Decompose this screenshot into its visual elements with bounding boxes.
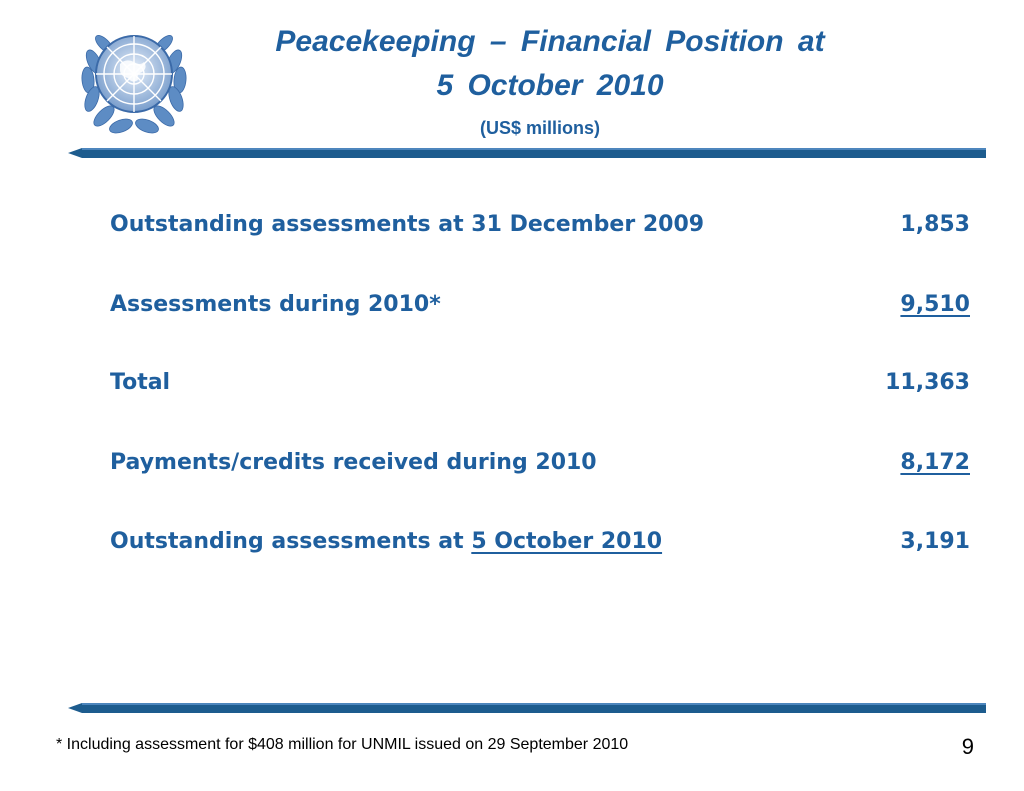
- row-label: [110, 522, 662, 562]
- bottom-divider: [68, 703, 986, 713]
- row-label: Payments/credits received during 2010: [110, 450, 597, 475]
- table-row: [110, 522, 970, 562]
- row-value: 11,363: [885, 370, 970, 395]
- un-emblem-icon: [74, 22, 194, 134]
- table-row: [110, 363, 970, 403]
- page-subtitle: (US$ millions): [479, 118, 600, 138]
- footnote: * Including assessment for $408 million for UNMIL issued on 29 September 2010: [56, 736, 629, 753]
- table-row: [110, 205, 970, 245]
- table-row: [110, 285, 970, 325]
- page-title-date: 5 October 2010: [436, 69, 664, 102]
- table-row: [110, 443, 970, 483]
- row-value: 1,853: [900, 212, 970, 237]
- row-label-date: 5 October 2010: [471, 529, 663, 554]
- row-label: Assessments during 2010*: [110, 292, 441, 317]
- page-title: Peacekeeping – Financial Position at: [275, 25, 825, 58]
- row-label: Total: [110, 370, 171, 395]
- row-label-prefix: Outstanding assessments at: [110, 529, 472, 554]
- row-value: 9,510: [900, 292, 970, 317]
- top-divider: [68, 148, 986, 158]
- row-label: Outstanding assessments at 31 December 2009: [110, 212, 705, 237]
- row-value: 8,172: [900, 450, 970, 475]
- row-value: 3,191: [900, 529, 970, 554]
- page-number: 9: [961, 734, 974, 759]
